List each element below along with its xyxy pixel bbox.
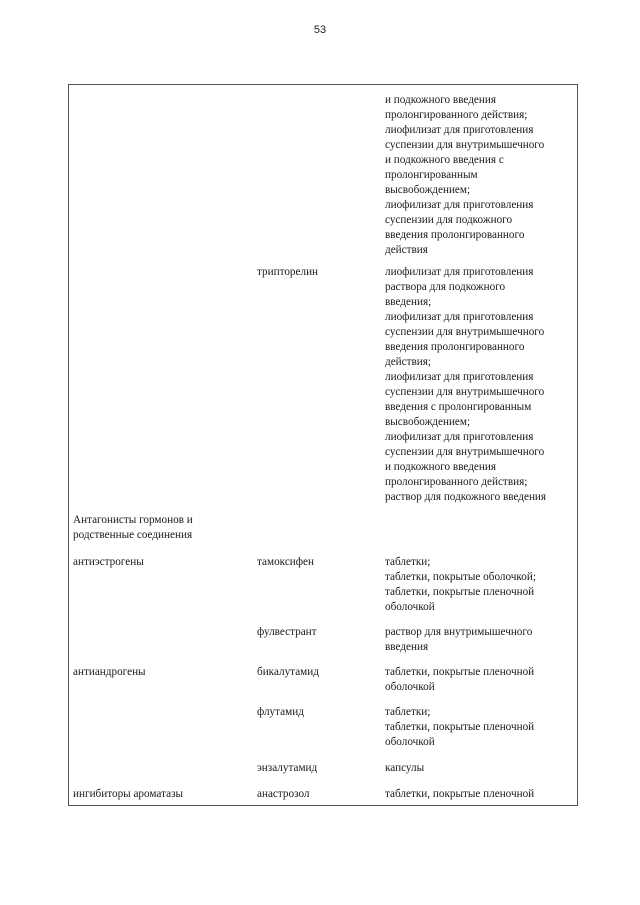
dosage-forms-cell: таблетки, покрытые пленочной оболочкой — [385, 666, 535, 693]
dosage-forms-cell: капсулы — [385, 762, 425, 774]
dosage-forms-cell: лиофилизат для приготовления раствора для подкожного введения; лиофилизат для приготовления суспензии для внутримышечного введения пролонгированного действия; лиофилизат для приготовления суспензии для внутримышечного введения с пролонгированным высвобождением; лиофилизат для приготовления суспензии для внутримышечного и подкожного введения пролонгированного действия; раствор для подкожного введения — [385, 266, 547, 503]
drug-table — [68, 84, 578, 806]
dosage-forms-cell: раствор для внутримышечного введения — [385, 626, 533, 653]
drug-cell: анастрозол — [257, 788, 310, 800]
page-number: 53 — [313, 24, 327, 36]
drug-cell: фулвестрант — [257, 626, 317, 638]
drug-cell: энзалутамид — [257, 762, 318, 774]
dosage-forms-cell: таблетки; таблетки, покрытые пленочной оболочкой — [385, 706, 535, 748]
group-cell: Антагонисты гормонов и родственные соединения — [73, 514, 193, 541]
group-cell: ингибиторы ароматазы — [73, 788, 184, 800]
drug-cell: флутамид — [257, 706, 304, 718]
drug-cell: тамоксифен — [257, 556, 314, 568]
drug-cell: бикалутамид — [257, 666, 319, 678]
drug-cell: трипторелин — [257, 266, 319, 278]
group-cell: антиандрогены — [73, 666, 146, 678]
group-cell: антиэстрогены — [73, 556, 144, 568]
dosage-forms-cell: и подкожного введения пролонгированного действия; лиофилизат для приготовления суспензии для внутримышечного и подкожного введения с пролонгированным высвобождением; лиофилизат для приготовления суспензии для подкожного введения пролонгированного действия — [385, 94, 545, 256]
dosage-forms-cell: таблетки; таблетки, покрытые оболочкой; таблетки, покрытые пленочной оболочкой — [385, 556, 536, 613]
dosage-forms-cell: таблетки, покрытые пленочной — [385, 788, 535, 800]
